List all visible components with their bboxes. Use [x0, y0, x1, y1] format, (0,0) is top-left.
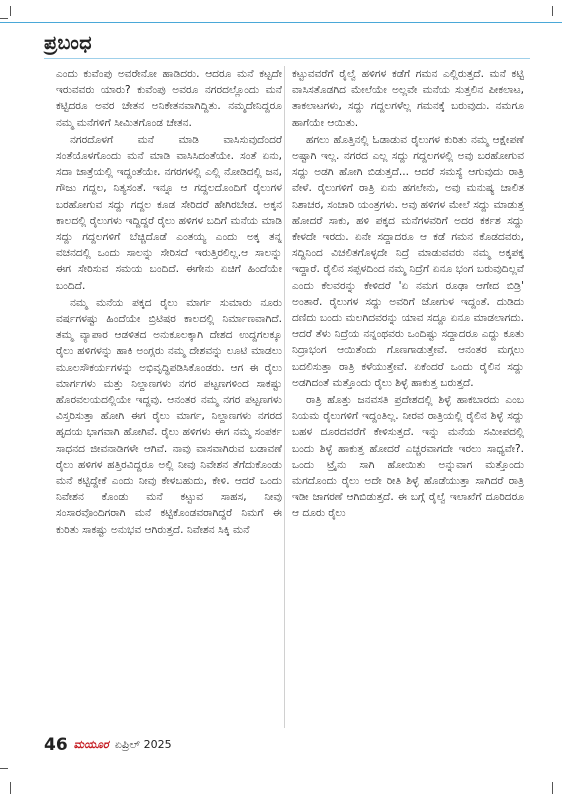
- crop-mark-bottom-left-h: [0, 768, 8, 769]
- magazine-logo: ಮಯೂರ: [73, 738, 109, 751]
- header-top-line: [0, 22, 562, 23]
- paragraph: ನಗರದೊಳಗೆ ಮನೆ ಮಾಡಿ ವಾಸಿಸುವುದೆಂದರೆ ಸಂತೆಯೊಳಗೊಂದು ಮನೆ ಮಾಡಿ ವಾಸಿಸಿದಂತೆಯೇ. ಸಂತೆ ಏನು, ಸದಾ ಜಾತ್ರೆಯಲ್ಲಿ ಇದ್ದಂತೆಯೇ. ನಗರಗಳಲ್ಲಿ ಎಲ್ಲಿ ನೋಡಿದಲ್ಲಿ ಜನ, ಗೌಜು ಗದ್ದಲ, ನಿತ್ಯಸಂತೆ. ಇನ್ನೂ ಆ ಗದ್ದಲದೊಂದಿಗೆ ರೈಲುಗಳ ಬರಹೋಗುವ ಸದ್ದು ಗದ್ದಲ ಕೂಡ ಸೇರಿದರೆ ಹೇಗಿರಬೇಡ. ಅಕ್ಕನ ಕಾಲದಲ್ಲಿ ರೈಲುಗಳು ಇದ್ದಿದ್ದರೆ ರೈಲು ಹಳಿಗಳ ಬದಿಗೆ ಮನೆಯ ಮಾಡಿ ಸದ್ದು ಗದ್ದಲಗಳಿಗೆ ಬೆಚ್ಚಿದೊಡೆ ಎಂತಯ್ಯ ಎಂದು ಅಕ್ಕ ತನ್ನ ವಚನದಲ್ಲಿ ಒಂದು ಸಾಲನ್ನು ಸೇರಿಸದೆ ಇರುತ್ತಿರಲಿಲ್ಲ.ಆ ಸಾಲನ್ನು ಈಗ ಸೇರಿಸುವ ಸಮಯ ಬಂದಿದೆ. ಈಗೇನು ಏಚಿಗೆ ಹಿಂದೆಯೇ ಬಂದಿದೆ.: [56, 133, 282, 292]
- crop-mark-bottom-left: [10, 782, 11, 794]
- page-number: 46: [44, 735, 68, 755]
- crop-mark-bottom-right: [552, 782, 553, 794]
- crop-mark-top-left-h: [0, 18, 8, 19]
- crop-mark-top-left: [10, 6, 11, 16]
- paragraph: ಕಟ್ಟುವವರೆಗೆ ರೈಲ್ವೆ ಹಳಿಗಳ ಕಡೆಗೆ ಗಮನ ಎಲ್ಲಿರುತ್ತದೆ. ಮನೆ ಕಟ್ಟಿ ವಾಸಿಸತೊಡಗಿದ ಮೇಲೆಯೇ ಅಲ್ಲವೇ ಮನೆಯ ಸುತ್ತಲಿನ ಪೀಕಲಾಟ, ತಾಕಲಾಟಗಳು, ಸದ್ದು ಗದ್ದಲಗಳೆಲ್ಲ ಗಮನಕ್ಕೆ ಬರುವುದು. ನಮಗೂ ಹಾಗೆಯೇ ಆಯಿತು.: [292, 68, 524, 129]
- section-title: ಪ್ರಬಂಧ: [44, 32, 93, 54]
- page-header: [0, 22, 562, 58]
- left-column: [56, 66, 282, 726]
- issue-date: ಏಪ್ರಿಲ್ 2025: [114, 738, 172, 751]
- paragraph: ರಾತ್ರಿ ಹೊತ್ತು ಜನವಸತಿ ಪ್ರದೇಶದಲ್ಲಿ ಶಿಳ್ಳೆ ಹಾಕಬಾರದು ಎಂಬ ನಿಯಮ ರೈಲುಗಳಿಗೆ ಇದ್ದಂತಿಲ್ಲ. ನೀರವ ರಾತ್ರಿಯಲ್ಲಿ ರೈಲಿನ ಶಿಳ್ಳೆ ಸದ್ದು ಬಹಳ ದೂರದವರೆಗೆ ಕೇಳಿಸುತ್ತದೆ. ಇನ್ನು ಮನೆಯ ಸಮೀಪದಲ್ಲಿ ಬಂದು ಶಿಳ್ಳೆ ಹಾಕುತ್ತ ಹೋದರೆ ಎಚ್ಚರವಾಗದೇ ಇರಲು ಸಾಧ್ಯವೇ?. ಒಂದು ಟ್ರೈನು ಸಾಗಿ ಹೋಯಿತು ಅನ್ನುವಾಗ ಮತ್ತೊಂದು ಮಗದೊಂದು ರೈಲು ಅದೇ ರೀತಿ ಶಿಳ್ಳೆ ಹೊಡೆಯುತ್ತಾ ಸಾಗಿದರೆ ರಾತ್ರಿ ಇಡೀ ಜಾಗರಣೆ ಆಗಿಬಿಡುತ್ತದೆ. ಈ ಬಗ್ಗೆ ರೈಲ್ವೆ ಇಲಾಖೆಗೆ ದೂರಿದರೂ ಆ ದೂರು ರೈಲು: [292, 394, 524, 520]
- paragraph: ಹಗಲು ಹೊತ್ತಿನಲ್ಲಿ ಓಡಾಡುವ ರೈಲುಗಳ ಕುರಿತು ನಮ್ಮ ಆಕ್ಷೇಪಣೆ ಅಷ್ಟಾಗಿ ಇಲ್ಲ. ನಗರದ ಎಲ್ಲ ಸದ್ದು ಗದ್ದಲಗಳಲ್ಲಿ ಅವು ಬರಹೋಗುವ ಸದ್ದು ಅಡಗಿ ಹೋಗಿ ಬಿಡುತ್ತದೆ... ಆದರೆ ಸಮಸ್ಯೆ ಆಗುವುದು ರಾತ್ರಿ ವೇಳೆ. ರೈಲುಗಳಿಗೆ ರಾತ್ರಿ ಏನು ಹಗಲೇನು, ಅವು ಮನುಷ್ಯ ಚಾಲಿತ ನಿಶಾಚರ, ಸಂಚಾರಿ ಯಂತ್ರಗಳು. ಅವು ಹಳಿಗಳ ಮೇಲೆ ಸದ್ದು ಮಾಡುತ್ತ ಹೋದರೆ ಸಾಕು, ಹಳಿ ಪಕ್ಕದ ಮನೆಗಳವರಿಗೆ ಅದರ ಕರ್ಕಶ ಸದ್ದು ಕೇಳದೇ ಇರದು. ಏನೇ ಸದ್ದಾದರೂ ಆ ಕಡೆ ಗಮನ ಕೊಡದವರು, ಸದ್ದಿನಿಂದ ವಿಚಲಿತಗೊಳ್ಳದೇ ನಿದ್ರೆ ಮಾಡುವವರು ನಮ್ಮ ಅಕ್ಕಪಕ್ಕ ಇದ್ದಾರೆ. ರೈಲಿನ ಸಪ್ಪಳದಿಂದ ನಮ್ಮ ನಿದ್ರೆಗೆ ಏನೂ ಭಂಗ ಬರುವುದಿಲ್ಲವೆ ಎಂದು ಕೆಲವರನ್ನು ಕೇಳಿದರೆ 'ಏ ನಮಗ ರೂಢಾ ಆಗೇದ ಬಿಡ್ರಿ' ಅಂತಾರೆ. ರೈಲುಗಳ ಸದ್ದು ಅವರಿಗೆ ಜೋಗುಳ ಇದ್ದಂತೆ. ದುಡಿದು ದಣಿದು ಬಂದು ಮಲಗಿದವರನ್ನು ಯಾವ ಸದ್ದೂ ಏನೂ ಮಾಡಲಾಗದು. ಆದರೆ ತೆಳು ನಿದ್ರೆಯ ನನ್ನಂಥವರು ಒಂದಿಷ್ಟು ಸದ್ದಾದರೂ ಎದ್ದು ಕೂತು ನಿದ್ರಾಭಂಗ ಆಯಿತೆಂದು ಗೊಣಗಾಡುತ್ತೇವೆ. ಆನಂತರ ಮಗ್ಗಲು ಬದಲಿಸುತ್ತಾ ರಾತ್ರಿ ಕಳೆಯುತ್ತೇವೆ. ಏಕೆಂದರೆ ಒಂದು ರೈಲಿನ ಸದ್ದು ಅಡಗಿದಂತೆ ಮತ್ತೊಂದು ರೈಲು ಶಿಳ್ಳೆ ಹಾಕುತ್ತ ಬರುತ್ತದೆ.: [292, 133, 524, 389]
- right-column: [292, 66, 524, 726]
- header-rule: [44, 58, 530, 59]
- page-footer: [44, 734, 172, 756]
- crop-mark-top-right: [552, 6, 553, 16]
- column-divider: [284, 66, 285, 728]
- paragraph: ನಮ್ಮ ಮನೆಯ ಪಕ್ಕದ ರೈಲು ಮಾರ್ಗ ಸುಮಾರು ನೂರು ವರ್ಷಗಳಷ್ಟು ಹಿಂದೆಯೇ ಬ್ರಿಟಿಷರ ಕಾಲದಲ್ಲಿ ನಿರ್ಮಾಣವಾಗಿದೆ. ತಮ್ಮ ವ್ಯಾಪಾರ ಆಡಳಿತದ ಅನುಕೂಲಕ್ಕಾಗಿ ದೇಶದ ಉದ್ದಗಲಕ್ಕೂ ರೈಲು ಹಳಿಗಳನ್ನು ಹಾಕಿ ಅಂಗ್ಲರು ನಮ್ಮ ದೇಶವನ್ನು ಲೂಟಿ ಮಾಡಲು ಮೂಲಸೌಕರ್ಯಗಳನ್ನು ಅಭಿವೃದ್ಧಿಪಡಿಸಿಕೊಂಡರು. ಆಗ ಈ ರೈಲು ಮಾರ್ಗಗಳು ಮತ್ತು ನಿಲ್ದಾಣಗಳು ನಗರ ಪಟ್ಟಣಗಳಿಂದ ಸಾಕಷ್ಟು ಹೊರವಲಯದಲ್ಲಿಯೇ ಇದ್ದವು. ಆನಂತರ ನಮ್ಮ ನಗರ ಪಟ್ಟಣಗಳು ವಿಸ್ತರಿಸುತ್ತಾ ಹೋಗಿ ಈಗ ರೈಲು ಮಾರ್ಗ, ನಿಲ್ದಾಣಗಳು ನಗರದ ಹೃದಯ ಭಾಗವಾಗಿ ಹೋಗಿವೆ. ರೈಲು ಹಳಿಗಳು ಈಗ ನಮ್ಮ ಸಂಪರ್ಕ ಸಾಧನದ ಜೀವನಾಡಿಗಳೇ ಆಗಿವೆ. ನಾವು ವಾಸವಾಗಿರುವ ಬಡಾವಣೆ ರೈಲು ಹಳಿಗಳ ಹತ್ತಿರವಿದ್ದರೂ ಅಲ್ಲಿ ನೀವು ನಿವೇಶನ ತೆಗೆದುಕೊಂಡು ಮನೆ ಕಟ್ಟಿದ್ದೇಕೆ ಎಂದು ನೀವು ಕೇಳಬಹುದು, ಕೇಳಿ. ಆದರೆ ಒಂದು ನಿವೇಶನ ಕೊಂಡು ಮನೆ ಕಟ್ಟುವ ಸಾಹಸ, ನೀವು ಸಂಸಾರವೊಂದಿಗರಾಗಿ ಮನೆ ಕಟ್ಟಿಕೊಂಡವರಾಗಿದ್ದರೆ ನಿಮಗೆ ಈ ಕುರಿತು ಸಾಕಷ್ಟು ಅನುಭವ ಆಗಿರುತ್ತದೆ. ನಿವೇಶನ ಸಿಕ್ಕಿ ಮನೆ: [56, 296, 282, 536]
- paragraph: ಎಂದು ಕುವೆಂಪು ಅವರೇನೋ ಹಾಡಿದರು. ಆದರೂ ಮನೆ ಕಟ್ಟದೇ ಇರುವವರು ಯಾರು? ಕುವೆಂಪು ಅವರೂ ನಗರದಲ್ಲೊಂದು ಮನೆ ಕಟ್ಟಿದರೂ ಅವರ ಚೇತನ ಅನಿಕೇತನವಾಗಿದ್ದಿತು. ನಮ್ಮದೇನಿದ್ದರೂ ನಮ್ಮ ಮನೆಗಳಿಗೆ ಸೀಮಿತಗೊಂಡ ಚೇತನ.: [56, 68, 282, 129]
